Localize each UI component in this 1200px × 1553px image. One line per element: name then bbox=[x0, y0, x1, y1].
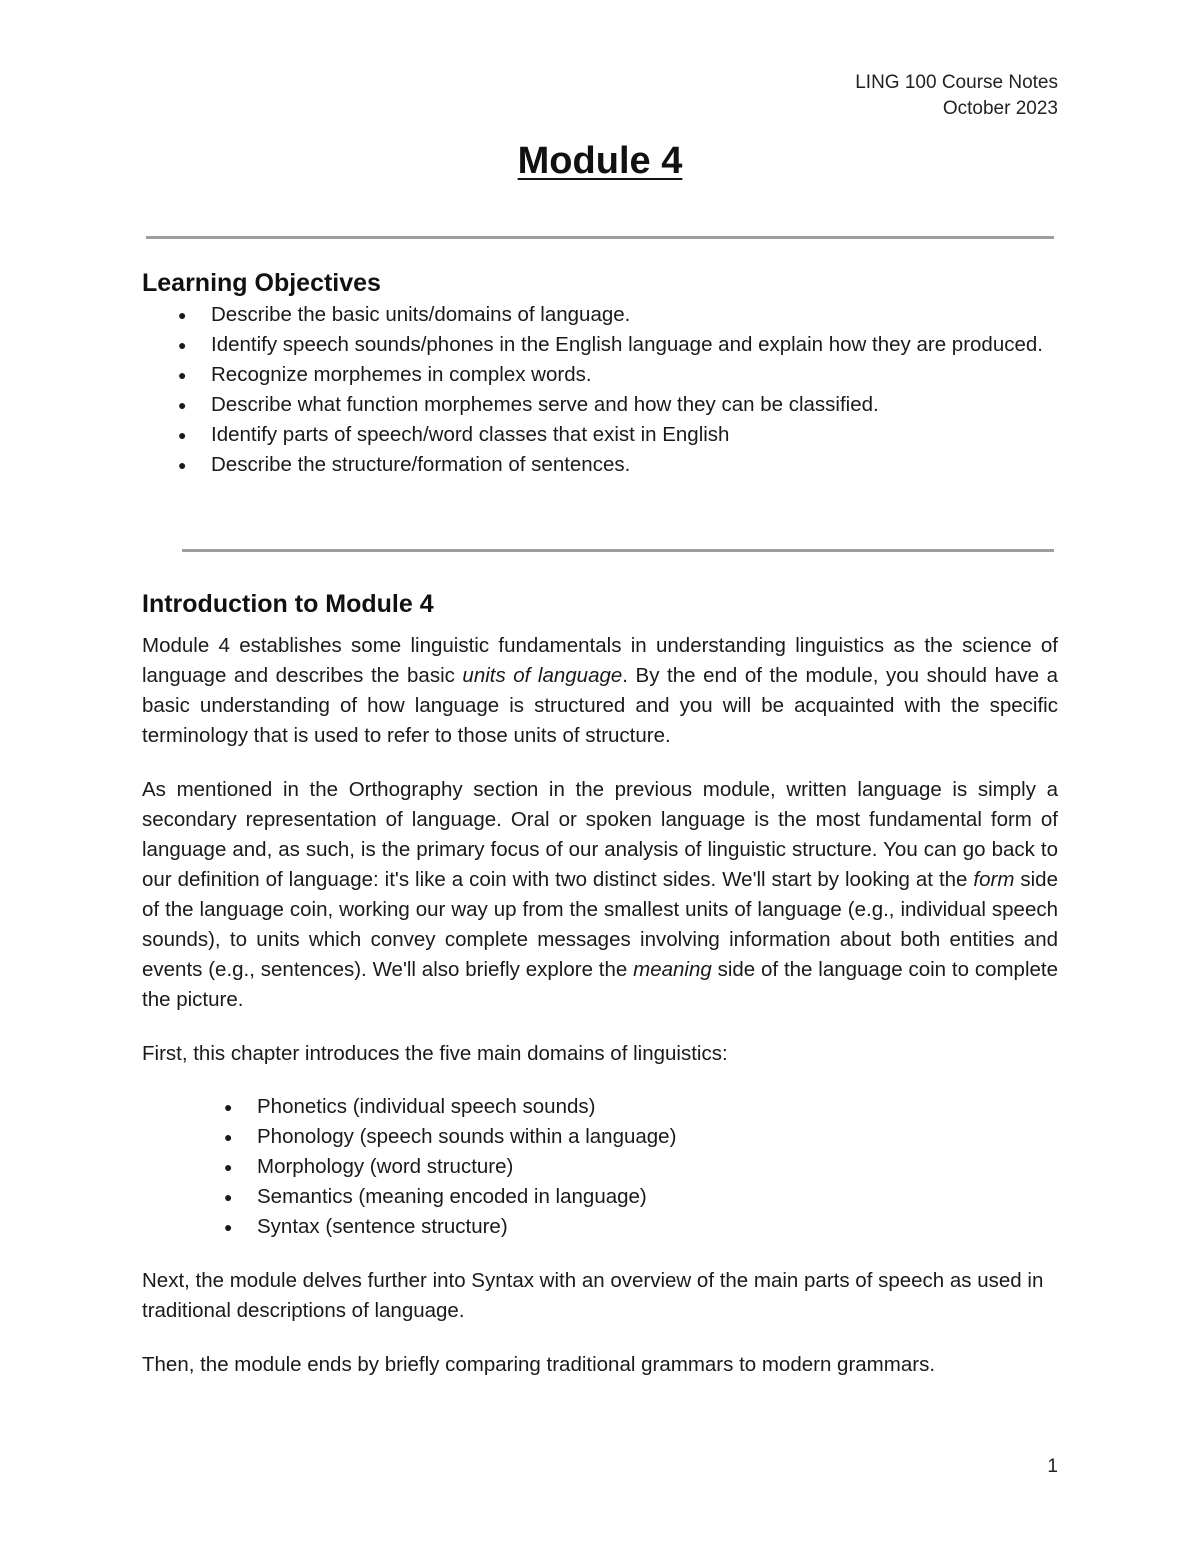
bullet-icon: ● bbox=[178, 307, 187, 323]
course-date: October 2023 bbox=[942, 98, 1058, 119]
list-item: ● Identify parts of speech/word classes that exist in English bbox=[142, 420, 1058, 450]
bullet-icon: ● bbox=[178, 457, 187, 473]
list-item: ● Recognize morphemes in complex words. bbox=[142, 360, 1058, 390]
list-item: ● Syntax (sentence structure) bbox=[142, 1212, 1058, 1242]
list-item: ● Describe what function morphemes serve and how they can be classified. bbox=[142, 390, 1058, 420]
list-item: ● Morphology (word structure) bbox=[142, 1152, 1058, 1182]
intro-paragraph-3: First, this chapter introduces the five main domains of linguistics: bbox=[142, 1042, 728, 1065]
header-note bbox=[855, 70, 1058, 122]
intro-paragraph-2: As mentioned in the Orthography section in the previous module, written language is simply a secondary representation of language. Oral or spoken language is the most fundamental form of language and, as such, is the primary focus of our analysis of linguistic structure. You can go back to our definition of language: it's like a coin with two distinct sides. We'll start by looking at the form side of the language coin, working our way up from the smallest units of language (e.g., individual speech sounds), to units which convey complete messages involving information about both entities and events (e.g., sentences). We'll also briefly explore the meaning side of the language coin to complete the picture. bbox=[142, 778, 1058, 1011]
list-item: ● Identify speech sounds/phones in the English language and explain how they are produced. bbox=[142, 330, 1058, 360]
bullet-icon: ● bbox=[224, 1189, 233, 1205]
bullet-icon: ● bbox=[178, 337, 187, 353]
learning-objectives-section bbox=[142, 266, 1058, 480]
list-item: ● Phonology (speech sounds within a language) bbox=[142, 1122, 1058, 1152]
list-item: ● Phonetics (individual speech sounds) bbox=[142, 1092, 1058, 1122]
course-name: LING 100 Course Notes bbox=[855, 72, 1058, 93]
introduction-section bbox=[142, 587, 1058, 1380]
list-item: ● Describe the basic units/domains of language. bbox=[142, 300, 1058, 330]
horizontal-rule bbox=[146, 236, 1054, 239]
intro-paragraph-4: Next, the module delves further into Syntax with an overview of the main parts of speech as used in traditional descriptions of language. bbox=[142, 1269, 1044, 1322]
page-title: Module 4 bbox=[517, 140, 683, 182]
list-item: ● Semantics (meaning encoded in language) bbox=[142, 1182, 1058, 1212]
bullet-icon: ● bbox=[178, 427, 187, 443]
objectives-list bbox=[142, 300, 1058, 480]
bullet-icon: ● bbox=[178, 367, 187, 383]
bullet-icon: ● bbox=[224, 1159, 233, 1175]
intro-paragraph-1: Module 4 establishes some linguistic fundamentals in understanding linguistics as the science of language and describes the basic units of language. By the end of the module, you should have a basic understanding of how language is structured and you will be acquainted with the specific terminology that is used to refer to those units of structure. bbox=[142, 634, 1058, 747]
intro-paragraph-5: Then, the module ends by briefly comparing traditional grammars to modern grammars. bbox=[142, 1353, 936, 1376]
page-number: 1 bbox=[1047, 1456, 1058, 1477]
intro-heading: Introduction to Module 4 bbox=[142, 590, 434, 618]
bullet-icon: ● bbox=[224, 1129, 233, 1145]
domains-list bbox=[142, 1092, 1058, 1242]
bullet-icon: ● bbox=[224, 1099, 233, 1115]
objectives-heading: Learning Objectives bbox=[142, 269, 381, 297]
bullet-icon: ● bbox=[178, 397, 187, 413]
list-item: ● Describe the structure/formation of sentences. bbox=[142, 450, 1058, 480]
bullet-icon: ● bbox=[224, 1219, 233, 1235]
horizontal-rule bbox=[182, 549, 1054, 552]
